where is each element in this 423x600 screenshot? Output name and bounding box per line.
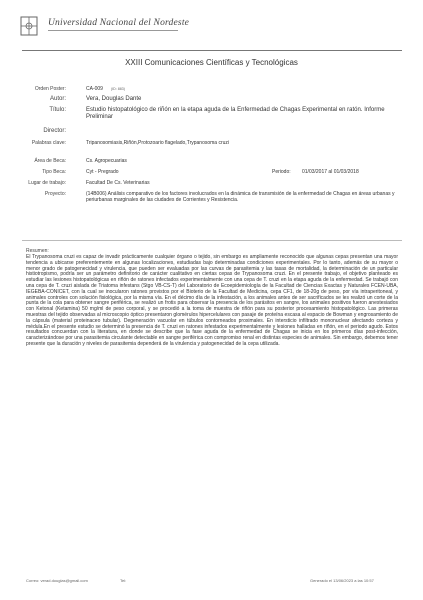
lugar-trabajo-label: Lugar de trabajo: — [28, 180, 66, 186]
conference-title: XXIII Comunicaciones Científicas y Tecnológicas — [125, 58, 298, 67]
orden-poster-value — [86, 86, 398, 92]
titulo-value: Estudio histopatológico de riñón en la etapa aguda de la Enfermedad de Chagas Experimental en ratón. Informe Preliminar — [86, 107, 385, 121]
resumen-label: Resumen: — [26, 248, 49, 254]
resumen-text: El Trypanosoma cruzi es capaz de invadir prácticamente cualquier órgano o tejido, sin embargo es ampliamente reconocido que algunas cepas presentan una mayor tendencia a ubicarse preferentemente en algunas localizaciones, estudiadas bajo determinadas condiciones experimentales. Por lo tanto, además de su mayor o menor grado de patogenecidad y virulencia, que pueden ser evaluadas por las curvas de parasitemia y las tasas de mortalidad, la determinación de un particular histiotropismo, podría ser un parámetro definitorio de carácter cualitativo en ciertas cepas de Trypanosoma cruzi. En el presente trabajo, el objetivo planteado es estudiar las lesiones histopatológicas en riñón de ratones infectados experimentalmente con una cepa de T. cruzi en la etapa aguda de la enfermedad. Se trabajó con una cepa de T. cruzi aislada de Triatoma infestans (Stgo VB-CS-T) del Laboratorio de Ecoepidemiología de la Facultad de Ciencias Exactas y Naturales FCEN-UBA, IEGEBA-CONICET, con la cual se inocularon ratones provistos por el Bioterio de la Facultad de Medicina, cepa CF1, de 18-20g de peso, por vía intraperitoneal, y animales controles con solución fisiológica, por la misma vía. En el décimo día de la infestación, a los animales antes de ser sacrificados se les realizó un corte de la punta de la cola para obtener sangre periférica, se realizó un frotis para observar la presencia de los parásitos en sangre, los animales positivos fueron anestesiados con Ketonal (Ketamina) 50 mg/ml de peso corporal, y se procedió a la toma de muestra de riñón para su posterior procesamiento histopatológico. Las primeras muestras del tejido observadas al microscopio óptico presentaron glomérulos hipercelulares con pasaje de proteína escasa al espacio de Bowman y engrosamiento de la cápsula (material proteinaceo tubular). Degeneración vacuolar en túbulos contorneados proximales. En intersticio infiltrado mononuclear afectando corteza y médula.En el presente estudio se determinó la presencia de T. cruzi en ratones infestados experimentalmente y lesiones halladas en riñón, en el periodo agudo. Estos resultados concuerdan con la literatura, en donde se describe que la fase aguda de la enfermedad de Chagas se inicia en los primeros días post-infección, caracterizándose por una parasitemia circulante detectable en sangre periférica con compromiso renal en distintas especies de animales. Sin embargo, debemos tener presente que la duración y niveles de parasitemia dependerá de la virulencia y patogenecidad de la cepa utilizada. — [26, 254, 398, 347]
director-label: Director: — [43, 128, 66, 134]
palabras-clave-label: Palabras clave: — [31, 140, 66, 146]
autor-label: Autor: — [49, 96, 66, 102]
footer-email: Correo: verad.douglas@gmail.com — [26, 578, 88, 583]
orden-poster-code: CA-009 — [86, 86, 103, 92]
tipo-beca-value: Cyt - Pregrado — [86, 169, 119, 175]
periodo-value: 01/03/2017 al 01/03/2018 — [302, 169, 359, 175]
orden-poster-label: Orden Poster: — [34, 86, 66, 92]
area-beca-value: Cs. Agropecuarias — [86, 158, 127, 164]
section-divider — [22, 240, 402, 241]
orden-poster-id: (ID: 883) — [110, 87, 125, 91]
university-seal-icon — [18, 14, 40, 38]
university-name: Universidad Nacional del Nordeste — [48, 18, 190, 28]
footer-generated: Generado el 13/06/2023 a las 10:57 — [310, 578, 374, 583]
proyecto-value: (14B006) Análisis comparativo de los factores involucrados en la dinámica de transmisión de la enfermedad de Chagas en áreas urbanas y periurbanas marginales de las ciudades de Corrientes y Resistencia. — [86, 191, 395, 204]
periodo-label: Periodo: — [272, 169, 291, 175]
lugar-trabajo-value: Facultad De Cs. Veterinarias — [86, 180, 150, 186]
area-beca-label: Área de Beca: — [34, 158, 66, 164]
proyecto-label: Proyecto: — [44, 191, 66, 197]
autor-value: Vera, Douglas Dante — [86, 96, 142, 102]
titulo-label: Título: — [49, 107, 66, 113]
tipo-beca-label: Tipo Beca: — [42, 169, 66, 175]
header-rule — [22, 50, 402, 51]
palabras-clave-value: Tripanosomiasis,Riñón,Protozoario flagelado,Trypanosoma cruzi — [86, 140, 230, 146]
footer-tel: Tel: — [120, 578, 127, 583]
logo-underline — [48, 30, 178, 31]
